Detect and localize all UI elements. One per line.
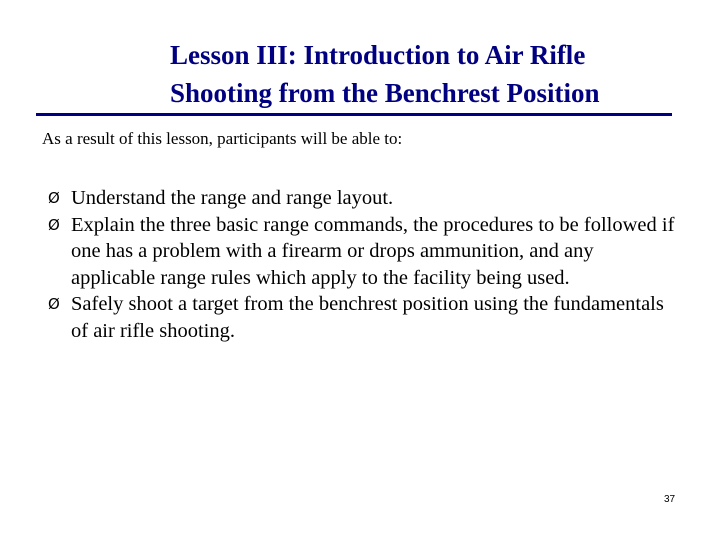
- objective-item: [46, 212, 676, 292]
- intro-text: As a result of this lesson, participants will be able to:: [42, 129, 403, 148]
- arrow-bullet-icon: Ø: [48, 189, 60, 207]
- objective-item: [46, 291, 676, 344]
- objective-item: [46, 185, 676, 212]
- page-number: 37: [664, 494, 676, 505]
- objective-text: Safely shoot a target from the benchrest position using the fundamentals of air rifle shooting.: [71, 293, 664, 342]
- slide-title-line-1: Lesson III: Introduction to Air Rifle: [170, 40, 586, 70]
- title-underline: [36, 113, 672, 116]
- slide-title-line-2: Shooting from the Benchrest Position: [170, 78, 600, 108]
- slide-title: [170, 36, 700, 112]
- arrow-bullet-icon: Ø: [48, 215, 60, 234]
- arrow-bullet-icon: Ø: [48, 295, 60, 314]
- objective-text: Understand the range and range layout.: [71, 187, 394, 209]
- objectives-list: [46, 185, 676, 345]
- objective-text: Explain the three basic range commands, the procedures to be followed if one has a problem with a firearm or drops ammunition, and any applicable range rules which apply to the facility being used.: [71, 213, 675, 289]
